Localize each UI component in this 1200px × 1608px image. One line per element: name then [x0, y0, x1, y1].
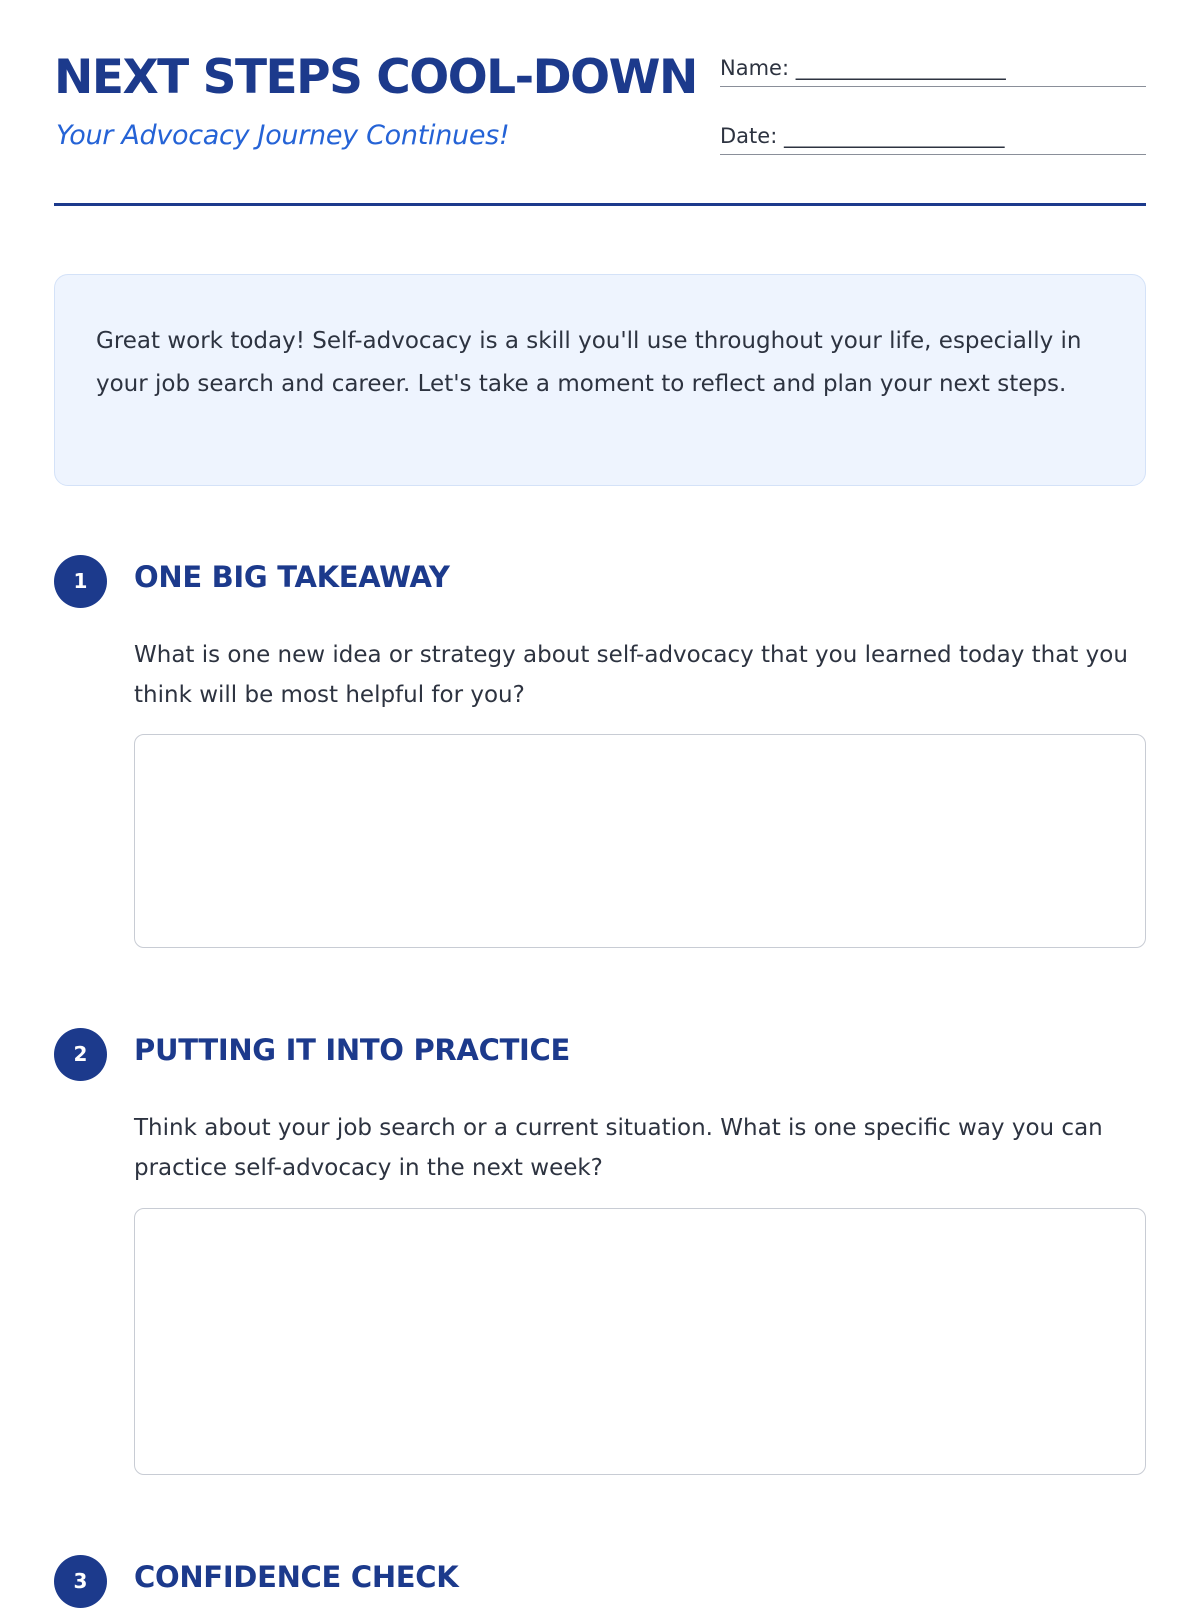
section-number-badge: 2	[54, 1028, 107, 1081]
section-prompt: Think about your job search or a current situation. What is one specific way you can practice self-advocacy in the next week?	[134, 1115, 1103, 1181]
section-title: ONE BIG TAKEAWAY	[134, 560, 450, 594]
practice-answer-box[interactable]	[134, 1208, 1146, 1475]
intro-text: Great work today! Self-advocacy is a skill you'll use throughout your life, especially in your job search and career. Let's take a moment to reflect and plan your next steps.	[96, 328, 1082, 397]
header-divider	[54, 203, 1146, 206]
date-field[interactable]: Date: _____________________	[720, 124, 1146, 155]
section-title: PUTTING IT INTO PRACTICE	[134, 1033, 571, 1067]
section-number-badge: 1	[54, 555, 107, 608]
takeaway-answer-box[interactable]	[134, 734, 1146, 948]
worksheet-page	[54, 0, 1146, 1594]
section-number-badge: 3	[54, 1555, 107, 1608]
section-title: CONFIDENCE CHECK	[134, 1560, 459, 1594]
page-title: NEXT STEPS COOL-DOWN	[54, 50, 697, 105]
worksheet-header	[54, 0, 1146, 210]
intro-box	[54, 274, 1146, 486]
page-subtitle: Your Advocacy Journey Continues!	[56, 120, 510, 151]
section-prompt: What is one new idea or strategy about self-advocacy that you learned today that you think will be most helpful for you?	[134, 642, 1128, 708]
name-field[interactable]: Name: ____________________	[720, 56, 1146, 87]
